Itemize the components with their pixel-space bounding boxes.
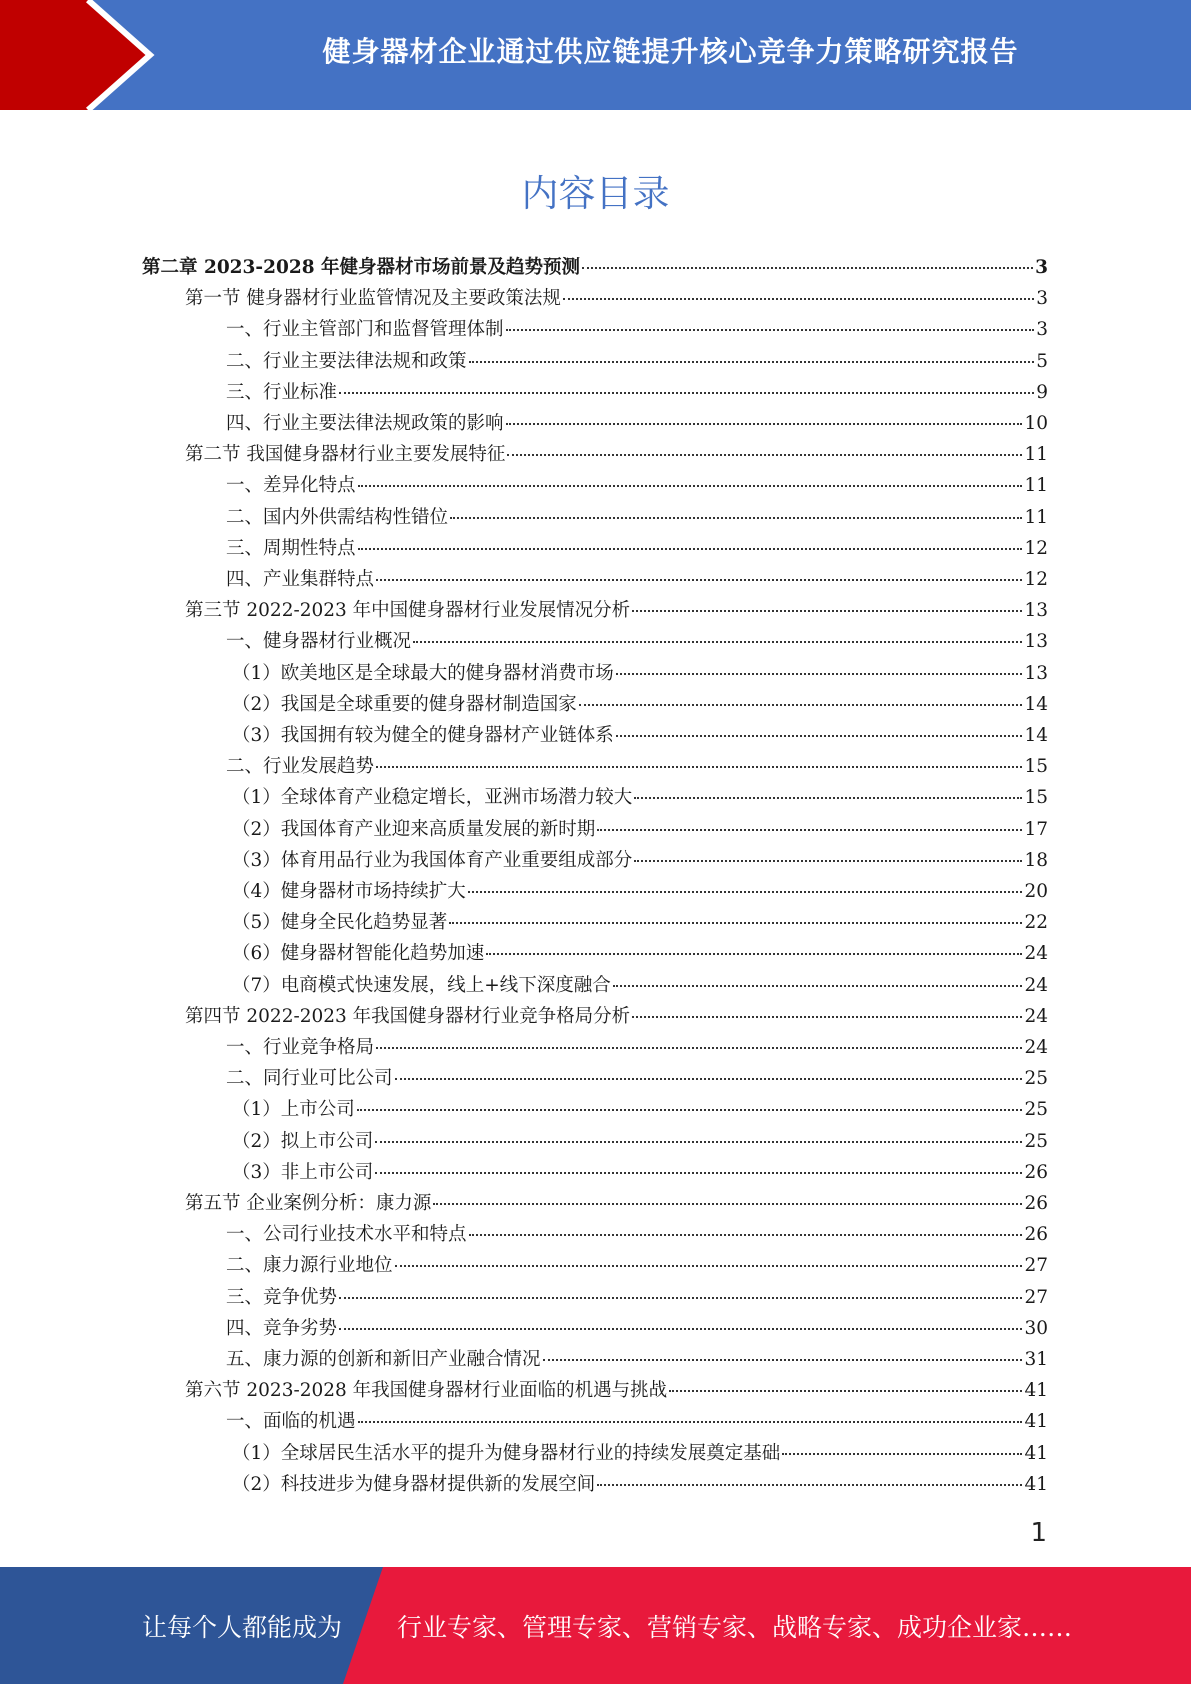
toc-entry-title: （1）全球居民生活水平的提升为健身器材行业的持续发展奠定基础: [232, 1442, 781, 1464]
toc-entry-page: 24: [1024, 943, 1048, 965]
toc-entry-page: 22: [1024, 912, 1048, 934]
toc-entry-page: 17: [1024, 818, 1048, 840]
toc-entry-page: 13: [1024, 600, 1048, 622]
toc-entry-title: 四、产业集群特点: [226, 569, 375, 590]
toc-leader-dots: [669, 1390, 1022, 1392]
toc-entry-page: 41: [1024, 1380, 1048, 1402]
toc-leader-dots: [632, 1016, 1022, 1018]
toc-leader-dots: [376, 579, 1022, 581]
toc-entry-page: 31: [1024, 1349, 1048, 1370]
report-title: 健身器材企业通过供应链提升核心竞争力策略研究报告: [322, 35, 1019, 68]
toc-leader-dots: [582, 267, 1033, 269]
toc-entry-title: 第六节 2023-2028 年我国健身器材行业面临的机遇与挑战: [185, 1380, 668, 1402]
toc-entry-page: 24: [1024, 974, 1048, 996]
toc-entry-page: 27: [1024, 1255, 1048, 1277]
toc-entry-title: （2）我国体育产业迎来高质量发展的新时期: [232, 818, 596, 840]
toc-leader-dots: [597, 829, 1022, 831]
toc-entry-page: 41: [1024, 1473, 1048, 1495]
toc-entry[interactable]: [226, 1220, 1048, 1251]
toc-entry-page: 26: [1024, 1224, 1048, 1246]
toc-entry[interactable]: [226, 534, 1048, 565]
toc-entry-page: 13: [1024, 662, 1048, 684]
toc-entry-page: 12: [1024, 569, 1048, 590]
toc-entry[interactable]: [185, 284, 1048, 315]
toc-entry-page: 14: [1024, 693, 1048, 715]
toc-entry-title: 四、行业主要法律法规政策的影响: [226, 413, 504, 434]
toc-entry[interactable]: [232, 659, 1048, 690]
toc-entry[interactable]: [226, 1345, 1048, 1376]
toc-entry-page: 15: [1024, 756, 1048, 778]
toc-leader-dots: [486, 953, 1022, 955]
toc-entry[interactable]: [232, 1439, 1048, 1470]
toc-entry-page: 11: [1024, 475, 1048, 497]
toc-entry[interactable]: [226, 503, 1048, 534]
toc-entry-title: （2）拟上市公司: [232, 1130, 374, 1152]
toc-entry[interactable]: [226, 752, 1048, 783]
toc-entry-page: 3: [1035, 257, 1048, 278]
footer-slogan-right: 行业专家、管理专家、营销专家、战略专家、成功企业家……: [397, 1612, 1073, 1642]
toc-entry-title: 一、差异化特点: [226, 475, 356, 497]
toc-entry-page: 26: [1024, 1161, 1048, 1183]
toc-leader-dots: [357, 1109, 1023, 1111]
footer-slogan-left: 让每个人都能成为: [142, 1612, 343, 1642]
toc-leader-dots: [395, 1078, 1023, 1080]
toc-entry[interactable]: [185, 1189, 1048, 1220]
toc-entry-page: 27: [1024, 1286, 1048, 1308]
toc-entry-page: 25: [1024, 1130, 1048, 1152]
toc-leader-dots: [782, 1453, 1022, 1455]
toc-leader-dots: [339, 392, 1034, 394]
toc-entry-page: 26: [1024, 1193, 1048, 1214]
toc-entry[interactable]: [232, 721, 1048, 752]
toc-entry-page: 9: [1036, 381, 1048, 403]
toc-entry-page: 11: [1024, 444, 1048, 466]
toc-leader-dots: [376, 766, 1022, 768]
toc-entry[interactable]: [226, 565, 1048, 596]
toc-entry[interactable]: [185, 1376, 1048, 1407]
toc-entry[interactable]: [232, 1470, 1048, 1501]
toc-entry-title: 三、周期性特点: [226, 537, 356, 559]
toc-entry-title: 一、面临的机遇: [226, 1411, 356, 1433]
toc-entry[interactable]: [226, 378, 1048, 409]
toc-entry[interactable]: [232, 846, 1048, 877]
toc-heading: 内容目录: [521, 172, 670, 215]
toc-entry-page: 20: [1024, 881, 1048, 902]
toc-leader-dots: [563, 298, 1034, 300]
toc-entry-title: 一、行业竞争格局: [226, 1037, 375, 1058]
toc-entry-title: 二、同行业可比公司: [226, 1068, 393, 1090]
toc-leader-dots: [468, 891, 1023, 893]
toc-leader-dots: [579, 704, 1023, 706]
toc-entry-title: （3）体育用品行业为我国体育产业重要组成部分: [232, 849, 633, 871]
toc-entry[interactable]: [232, 908, 1048, 939]
toc-entry[interactable]: [226, 1407, 1048, 1438]
header-banner: [0, 0, 1191, 110]
toc-entry-title: 第二节 我国健身器材行业主要发展特征: [185, 444, 506, 466]
toc-leader-dots: [632, 610, 1022, 612]
toc-entry[interactable]: [226, 315, 1048, 346]
toc-entry[interactable]: [142, 253, 1048, 284]
toc-entry[interactable]: [185, 440, 1048, 471]
toc-entry-title: 第三节 2022-2023 年中国健身器材行业发展情况分析: [185, 600, 631, 622]
toc-entry-page: 12: [1024, 537, 1048, 559]
toc-entry[interactable]: [232, 939, 1048, 970]
toc-entry[interactable]: [232, 1095, 1048, 1126]
toc-entry-title: （3）非上市公司: [232, 1161, 374, 1183]
toc-entry[interactable]: [232, 1127, 1048, 1158]
toc-entry-title: 二、康力源行业地位: [226, 1255, 393, 1277]
toc-entry[interactable]: [232, 1158, 1048, 1189]
toc-entry-page: 3: [1036, 288, 1048, 310]
toc-leader-dots: [375, 1172, 1022, 1174]
toc-entry-page: 18: [1024, 849, 1048, 871]
toc-leader-dots: [433, 1203, 1022, 1205]
toc-entry[interactable]: [226, 1251, 1048, 1282]
toc-entry-title: （1）全球体育产业稳定增长，亚洲市场潜力较大: [232, 787, 633, 809]
toc-entry[interactable]: [226, 471, 1048, 502]
toc-leader-dots: [413, 641, 1022, 643]
toc-entry-page: 41: [1024, 1442, 1048, 1464]
toc-entry-page: 24: [1024, 1037, 1048, 1058]
toc-entry-title: （1）上市公司: [232, 1099, 355, 1121]
toc-entry-title: （1）欧美地区是全球最大的健身器材消费市场: [232, 662, 614, 684]
toc-entry-title: 一、健身器材行业概况: [226, 631, 412, 653]
toc-entry-title: （4）健身器材市场持续扩大: [232, 881, 466, 902]
toc-entry[interactable]: [226, 1033, 1048, 1064]
toc-entry-title: （3）我国拥有较为健全的健身器材产业链体系: [232, 725, 614, 746]
toc-leader-dots: [339, 1297, 1022, 1299]
toc-entry-title: 五、康力源的创新和新旧产业融合情况: [226, 1349, 541, 1370]
toc-entry[interactable]: [232, 690, 1048, 721]
toc-entry-page: 41: [1024, 1411, 1048, 1433]
toc-entry[interactable]: [232, 815, 1048, 846]
toc-entry-title: 二、行业发展趋势: [226, 756, 375, 778]
toc-entry-title: （2）科技进步为健身器材提供新的发展空间: [232, 1473, 596, 1495]
toc-entry-title: （2）我国是全球重要的健身器材制造国家: [232, 693, 577, 715]
toc-leader-dots: [358, 1421, 1023, 1423]
toc-entry-title: 二、行业主要法律法规和政策: [226, 350, 467, 372]
toc-leader-dots: [375, 1141, 1022, 1143]
toc-entry-page: 25: [1024, 1099, 1048, 1121]
toc-entry-page: 15: [1024, 787, 1048, 809]
toc-entry-title: 二、国内外供需结构性错位: [226, 506, 449, 528]
toc-leader-dots: [597, 1484, 1022, 1486]
toc-entry-title: 第五节 企业案例分析：康力源: [185, 1193, 432, 1214]
toc-leader-dots: [616, 735, 1023, 737]
toc-leader-dots: [358, 548, 1023, 550]
toc-entry[interactable]: [232, 877, 1048, 908]
toc-leader-dots: [450, 517, 1022, 519]
toc-entry-page: 13: [1024, 631, 1048, 653]
toc-leader-dots: [449, 922, 1022, 924]
toc-leader-dots: [543, 1359, 1023, 1361]
toc-entry[interactable]: [226, 1283, 1048, 1314]
toc-entry[interactable]: [226, 627, 1048, 658]
toc-entry-title: 三、竞争优势: [226, 1286, 338, 1308]
toc-entry-title: 四、竞争劣势: [226, 1317, 338, 1339]
toc-entry-page: 11: [1024, 506, 1048, 528]
toc-entry-title: 一、行业主管部门和监督管理体制: [226, 319, 504, 341]
toc-entry[interactable]: [232, 783, 1048, 814]
toc-leader-dots: [469, 361, 1035, 363]
toc-entry-title: （5）健身全民化趋势显著: [232, 912, 448, 934]
toc-entry[interactable]: [226, 409, 1048, 440]
toc-entry-title: 第四节 2022-2023 年我国健身器材行业竞争格局分析: [185, 1005, 631, 1027]
toc-entry-title: （7）电商模式快速发展，线上+线下深度融合: [232, 974, 611, 996]
toc-leader-dots: [506, 423, 1023, 425]
toc-leader-dots: [616, 673, 1023, 675]
toc-leader-dots: [339, 1328, 1022, 1330]
toc-entry-title: 第一节 健身器材行业监管情况及主要政策法规: [185, 288, 561, 310]
toc-entry[interactable]: [226, 1064, 1048, 1095]
toc-leader-dots: [469, 1234, 1023, 1236]
toc-entry-title: 第二章 2023-2028 年健身器材市场前景及趋势预测: [142, 257, 581, 278]
toc-entry-page: 10: [1024, 413, 1048, 434]
toc-leader-dots: [395, 1265, 1023, 1267]
toc-entry[interactable]: [226, 347, 1048, 378]
toc-leader-dots: [358, 485, 1023, 487]
toc-leader-dots: [507, 454, 1022, 456]
toc-entry-page: 5: [1036, 350, 1048, 372]
toc-entry-title: 一、公司行业技术水平和特点: [226, 1224, 467, 1246]
toc-entry[interactable]: [232, 971, 1048, 1002]
toc-leader-dots: [613, 985, 1023, 987]
toc-entry-page: 25: [1024, 1068, 1048, 1090]
footer-banner: [0, 1567, 1191, 1684]
toc-entry[interactable]: [185, 596, 1048, 627]
toc-entry-page: 14: [1024, 725, 1048, 746]
toc-entry-page: 30: [1024, 1317, 1048, 1339]
toc-entry[interactable]: [185, 1002, 1048, 1033]
toc-leader-dots: [506, 329, 1035, 331]
toc-entry-page: 24: [1024, 1005, 1048, 1027]
toc-leader-dots: [634, 797, 1022, 799]
toc-leader-dots: [634, 860, 1022, 862]
toc-entry-title: 三、行业标准: [226, 381, 338, 403]
toc-leader-dots: [376, 1047, 1022, 1049]
page-number: 1: [1030, 1518, 1047, 1548]
toc-entry-title: （6）健身器材智能化趋势加速: [232, 943, 485, 965]
toc-entry-page: 3: [1036, 319, 1048, 341]
toc-entry[interactable]: [226, 1314, 1048, 1345]
